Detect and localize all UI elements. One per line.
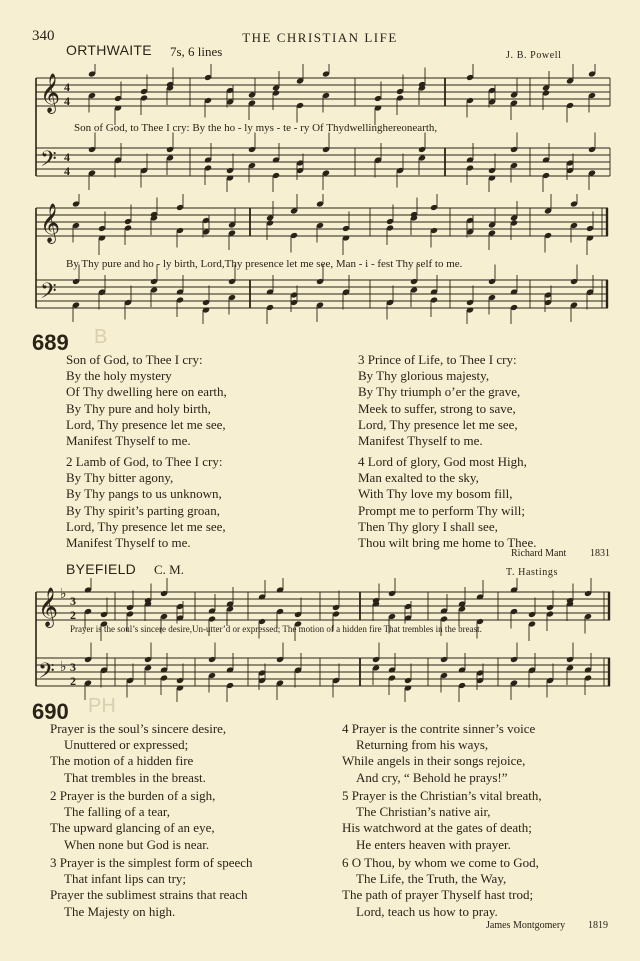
svg-text:𝄞: 𝄞 — [40, 73, 61, 113]
hymn-690-stanza-4: 4 Prayer is the contrite sinner’s voice Returning from his ways, While angels in their songs rejoice, And cry, “ Behold he prays!” — [342, 721, 536, 785]
svg-text:4: 4 — [64, 150, 70, 164]
hymn-689-stanza-1: Son of God, to Thee I cry: By the holy mystery Of Thy dwelling here on earth, By Thy pure and holy birth, Lord, Thy presence let me see, Manifest Thyself to me. — [66, 352, 227, 449]
underlay-orthwaite-2: By Thy pure and ho - ly birth, Lord,Thy presence let me see, Man - i - fest Thy self to me. — [66, 258, 463, 270]
svg-text:𝄢: 𝄢 — [40, 147, 57, 177]
music-score-byefield — [30, 578, 615, 702]
svg-text:♭: ♭ — [60, 587, 67, 602]
page-number: 340 — [32, 28, 55, 44]
hymn-690-stanza-5: 5 Prayer is the Christian’s vital breath, The Christian’s native air, His watchword at the gates of death; He enters heaven with prayer. — [342, 788, 542, 852]
hymn-689-stanza-2: 2 Lamb of God, to Thee I cry: By Thy bitter agony, By Thy pangs to us unknown, By Thy spirit’s parting groan, Lord, Thy presence let me see, Manifest Thyself to me. — [66, 454, 226, 551]
hymn-690-stanza-2: 2 Prayer is the burden of a sigh, The falling of a tear, The upward glancing of an eye, When none but God is near. — [50, 788, 216, 852]
author-690: James Montgomery — [486, 920, 566, 931]
svg-text:2: 2 — [70, 608, 76, 622]
hymn-690-stanza-3: 3 Prayer is the simplest form of speech That infant lips can try; Prayer the sublimest strains that reach The Majesty on high. — [50, 855, 253, 919]
svg-text:𝄢: 𝄢 — [40, 279, 57, 309]
year-689: 1831 — [590, 548, 610, 559]
author-689: Richard Mant — [511, 548, 567, 559]
running-head: THE CHRISTIAN LIFE — [242, 30, 398, 45]
hymn-number-690: 690 — [32, 699, 69, 724]
svg-text:4: 4 — [64, 164, 70, 178]
year-690: 1819 — [588, 920, 608, 931]
svg-text:3: 3 — [70, 660, 76, 674]
hymn-689-stanza-3: 3 Prince of Life, to Thee I cry: By Thy glorious majesty, By Thy triumph o’er the grave, Meek to suffer, strong to save, Lord, Thy presence let me see, Manifest Thyself to me. — [358, 352, 521, 449]
svg-text:4: 4 — [64, 80, 70, 94]
underlay-byefield: Prayer is the soul’s sincere desire,Un-utter’d or expressed; The motion of a hidden fire That trembles in the breast. — [70, 624, 482, 634]
svg-text:3: 3 — [70, 594, 76, 608]
hymn-690-stanza-1: Prayer is the soul’s sincere desire, Unuttered or expressed; The motion of a hidden fire That trembles in the breast. — [50, 721, 227, 785]
svg-text:𝄢: 𝄢 — [38, 659, 55, 689]
svg-text:2: 2 — [70, 674, 76, 688]
svg-text:♭: ♭ — [60, 660, 67, 675]
margin-annotation-690: PH — [88, 695, 116, 717]
underlay-orthwaite-1: Son of God, to Thee I cry: By the ho - ly mys - te - ry Of Thydwellinghereonearth, — [74, 122, 438, 134]
tune-name-byefield: BYEFIELD — [66, 561, 137, 577]
margin-annotation-689: B — [94, 326, 108, 348]
hymn-690-stanza-6: 6 O Thou, by whom we come to God, The Life, the Truth, the Way, The path of prayer Thyself hast trod; Lord, teach us how to pray. — [342, 855, 539, 919]
svg-text:𝄞: 𝄞 — [38, 587, 59, 627]
svg-text:𝄞: 𝄞 — [40, 203, 61, 243]
composer-byefield: T. Hastings — [506, 567, 558, 578]
svg-text:4: 4 — [64, 94, 70, 108]
composer-orthwaite: J. B. Powell — [506, 50, 562, 61]
hymn-689-stanza-4: 4 Lord of glory, God most High, Man exalted to the sky, With Thy love my bosom fill, Prompt me to perform Thy will; Then Thy glory I shall see, Thou wilt bring me home to Thee. — [358, 454, 537, 551]
tune-name-orthwaite: ORTHWAITE — [66, 42, 152, 58]
hymn-number-689: 689 — [32, 330, 69, 355]
meter-orthwaite: 7s, 6 lines — [170, 44, 223, 59]
meter-byefield: C. M. — [154, 562, 184, 577]
